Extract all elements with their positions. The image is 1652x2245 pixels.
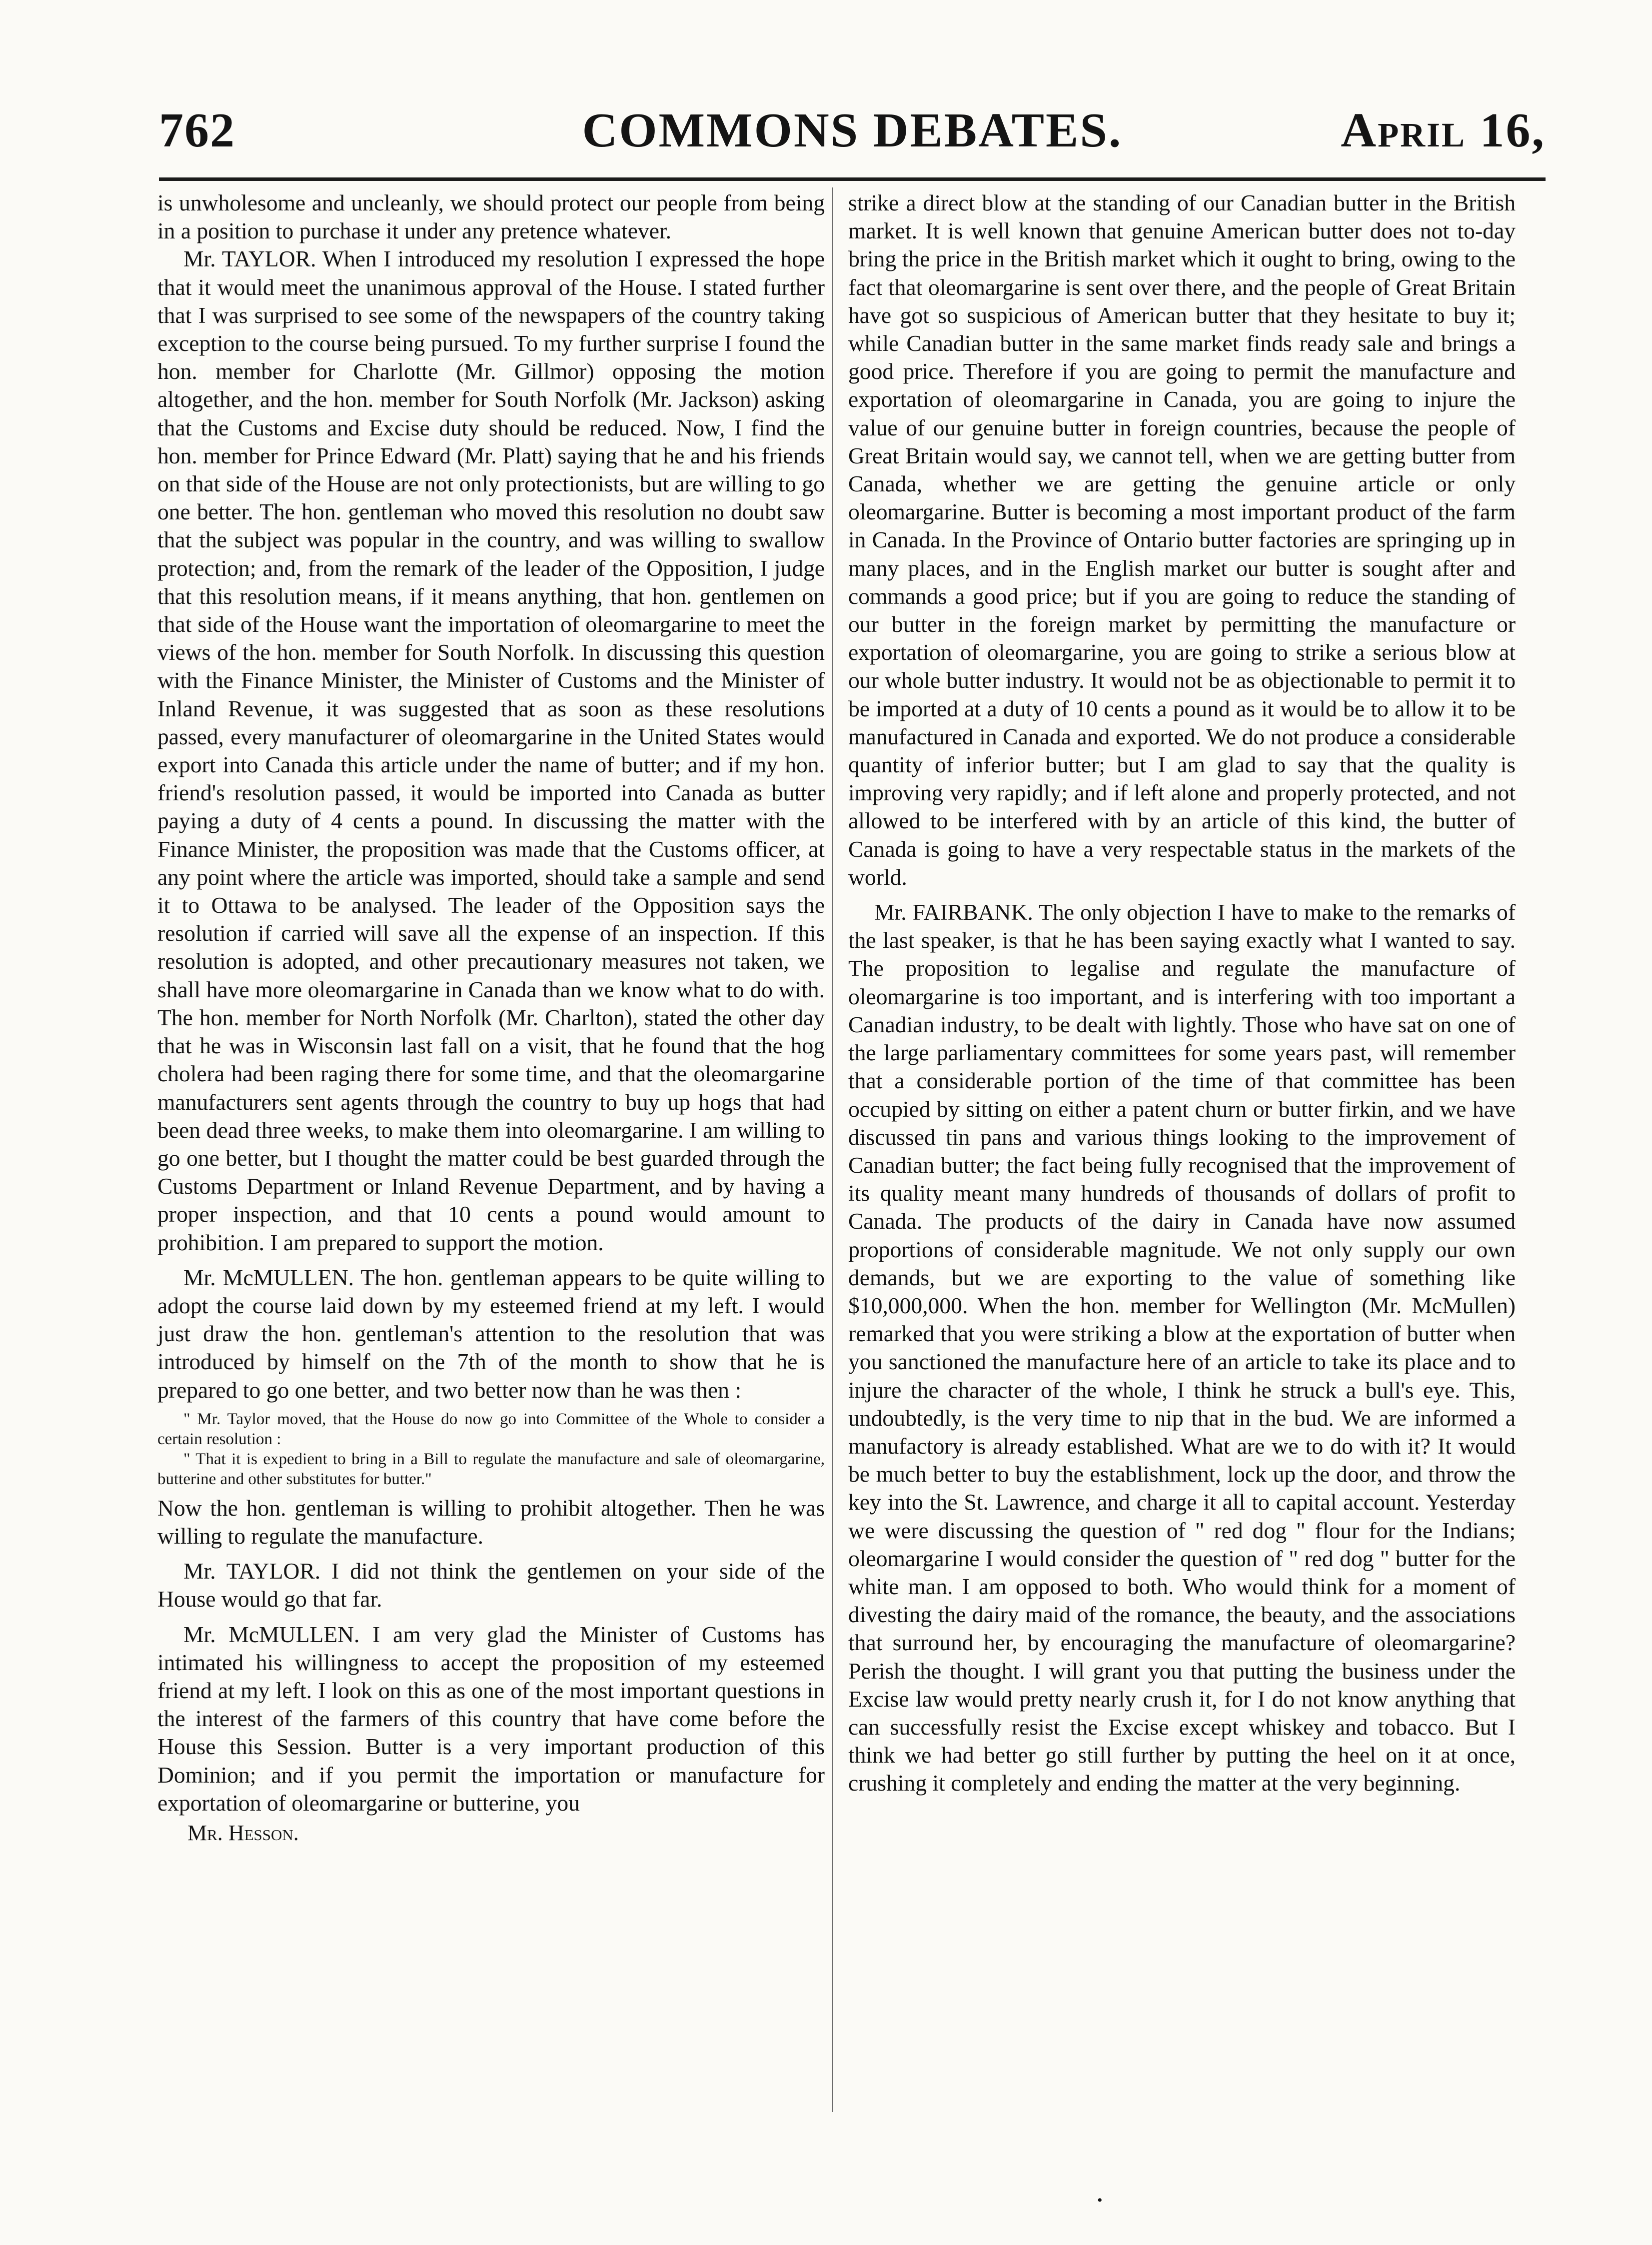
- paragraph-text: I am very glad the Minister of Customs has intimated his willingness to accept the proposition of my esteemed friend at my left. I look on this as one of the most important questions in the interest of the farmers of this country that have come before the House this Session. Butter is a very important production of this Dominion; and if you permit the importation or manufacture for exportation of oleomargarine or butterine, you: [157, 1621, 825, 1816]
- paragraph-mcmullen-2: [157, 1621, 825, 1817]
- paragraph-mcmullen-1: [157, 1264, 825, 1404]
- header-rule: [159, 177, 1546, 181]
- page-header: [159, 102, 1546, 167]
- speaker-name: Mr. FAIRBANK.: [874, 899, 1033, 925]
- paragraph-mcmullen-1-cont: Now the hon. gentleman is willing to prohibit altogether. Then he was willing to regulate the manufacture.: [157, 1495, 825, 1549]
- page-mark: •: [1097, 2192, 1103, 2209]
- paragraph-continuation: strike a direct blow at the standing of our Canadian butter in the British market. It is well known that genuine American butter does not to-day bring the price in the British market which it ought to bring, owing to the fact that oleomargarine is sent over there, and the people of Great Britain have got so suspicious of American butter that they hesitate to buy it; while Canadian butter in the same market finds ready sale and brings a good price. Therefore if you are going to permit the manufacture and exportation of oleomargarine in Canada, you are going to injure the value of our genuine butter in foreign countries, because the people of Great Britain would say, we cannot tell, when we are getting butter from Canada, whether we are getting the genuine article or only oleomargarine. Butter is becoming a most important product of the farm in Canada. In the Province of Ontario butter factories are springing up in many places, and in the English market our butter is sought after and commands a good price; but if you are going to reduce the standing of our butter in the foreign market by permitting the manufacture or exportation of oleomargarine, you are going to strike a serious blow at our whole butter industry. It would not be as objectionable to permit it to be imported at a duty of 10 cents a pound as it would be to allow it to be manufactured in Canada and exported. We do not produce a considerable quantity of inferior butter; but I am glad to say that the quality is improving very rapidly; and if left alone and properly protected, and not allowed to be interfered with by an article of this kind, the butter of Canada is going to have a very respectable status in the markets of the world.: [848, 190, 1516, 890]
- column-divider: [832, 187, 833, 2112]
- quote-line: " That it is expedient to bring in a Bill to regulate the manufacture and sale of oleomargarine, butterine and other substitutes for butter.": [157, 1450, 825, 1488]
- paragraph-fairbank: [848, 898, 1516, 1798]
- paragraph-continuation: is unwholesome and uncleanly, we should protect our people from being in a position to purchase it under any pretence whatever.: [157, 190, 825, 244]
- left-column: [157, 189, 825, 1847]
- catchword-speaker: Mr. Hesson.: [187, 1820, 299, 1845]
- quote-line: " Mr. Taylor moved, that the House do now go into Committee of the Whole to consider a certain resolution :: [157, 1410, 825, 1448]
- speaker-name: Mr. McMULLEN.: [183, 1264, 354, 1290]
- paragraph-taylor-1: [157, 245, 825, 1256]
- publication-title: COMMONS DEBATES.: [582, 103, 1123, 157]
- page-date: April 16,: [1341, 103, 1546, 157]
- speaker-name: Mr. McMULLEN.: [183, 1621, 360, 1647]
- paragraph-text: I did not think the gentlemen on your side of the House would go that far.: [157, 1558, 825, 1612]
- paragraph-text: The only objection I have to make to the remarks of the last speaker, is that he has been saying exactly what I wanted to say. The proposition to legalise and regulate the manufacture of oleomargarine is too important, and is interfering with too important a Canadian industry, to be dealt with lightly. Those who have sat on one of the large parliamentary committees for some years past, will remember that a considerable portion of the time of that committee has been occupied by sitting on either a patent churn or butter firkin, and we have discussed tin pans and various things looking to the improvement of Canadian butter; the fact being fully recognised that the improvement of its quality meant many hundreds of thousands of dollars of profit to Canada. The products of the dairy in Canada have now assumed proportions of considerable magnitude. We not only supply our own demands, but we are exporting to the value of something like $10,000,000. When the hon. member for Wellington (Mr. McMullen) remarked that you were striking a blow at the exportation of butter when you sanctioned the manufacture here of an article to take its place and to injure the character of the whole, I think he struck a bull's eye. This, undoubtedly, is the very time to nip that in the bud. We are informed a manufactory is already established. What are we to do with it? It would be much better to buy the establishment, lock up the door, and throw the key into the St. Lawrence, and charge it all to capital account. Yesterday we were discussing the question of " red dog " flour for the Indians; oleomargarine I would consider the question of " red dog " butter for the white man. I am opposed to both. Who would think for a moment of divesting the dairy maid of the romance, the beauty, and the associations that surround her, by encouraging the manufacture of oleomargarine? Perish the thought. I will grant you that putting the business under the Excise law would pretty nearly crush it, for I do not know anything that can successfully resist the Excise except whiskey and tobacco. But I think we had better go still further by putting the heel on it at once, crushing it completely and ending the matter at the very beginning.: [848, 899, 1516, 1796]
- page-number: 762: [159, 103, 235, 157]
- paragraph-text: When I introduced my resolution I expressed the hope that it would meet the unanimous approval of the House. I stated further that I was surprised to see some of the newspapers of the country taking exception to the course being pursued. To my further surprise I found the hon. member for Charlotte (Mr. Gillmor) opposing the motion altogether, and the hon. member for South Norfolk (Mr. Jackson) asking that the Customs and Excise duty should be reduced. Now, I find the hon. member for Prince Edward (Mr. Platt) saying that he and his friends on that side of the House are not only protectionists, but are willing to go one better. The hon. gentleman who moved this resolution no doubt saw that the subject was popular in the country, and was willing to swallow protection; and, from the remark of the leader of the Opposition, I judge that this resolution means, if it means anything, that hon. gentlemen on that side of the House want the importation of oleomargarine to meet the views of the hon. member for South Norfolk. In discussing this question with the Finance Minister, the Minister of Customs and the Minister of Inland Revenue, it was suggested that as soon as these resolutions passed, every manufacturer of oleomargarine in the United States would export into Canada this article under the name of butter; and if my hon. friend's resolution passed, it would be imported into Canada as butter paying a duty of 4 cents a pound. In discussing the matter with the Finance Minister, the proposition was made that the Customs officer, at any point where the article was imported, should take a sample and send it to Ottawa to be analysed. The leader of the Opposition says the resolution if carried will save all the expense of an inspection. If this resolution is adopted, and other precautionary measures not taken, we shall have more oleomargarine in Canada than we know what to do with. The hon. member for North Norfolk (Mr. Charlton), stated the other day that he was in Wisconsin last fall on a visit, that he found that the hog cholera had been raging there for some time, and that the oleomargarine manufacturers sent agents through the country to buy up hogs that had been dead three weeks, to make them into oleomargarine. I am willing to go one better, but I thought the matter could be best guarded through the Customs Department or Inland Revenue Department, and by having a proper inspection, and that 10 cents a pound would amount to prohibition. I am prepared to support the motion.: [157, 246, 825, 1255]
- quoted-resolution: [157, 1409, 825, 1489]
- paragraph-taylor-2: [157, 1557, 825, 1613]
- speaker-name: Mr. TAYLOR.: [183, 1558, 321, 1584]
- right-column: [848, 189, 1516, 1798]
- speaker-name: Mr. TAYLOR.: [183, 246, 316, 272]
- paragraph-text: The hon. gentleman appears to be quite willing to adopt the course laid down by my esteemed friend at my left. I would just draw the hon. gentleman's attention to the resolution that was introduced by himself on the 7th of the month to show that he is prepared to go one better, and two better now than he was then :: [157, 1264, 825, 1403]
